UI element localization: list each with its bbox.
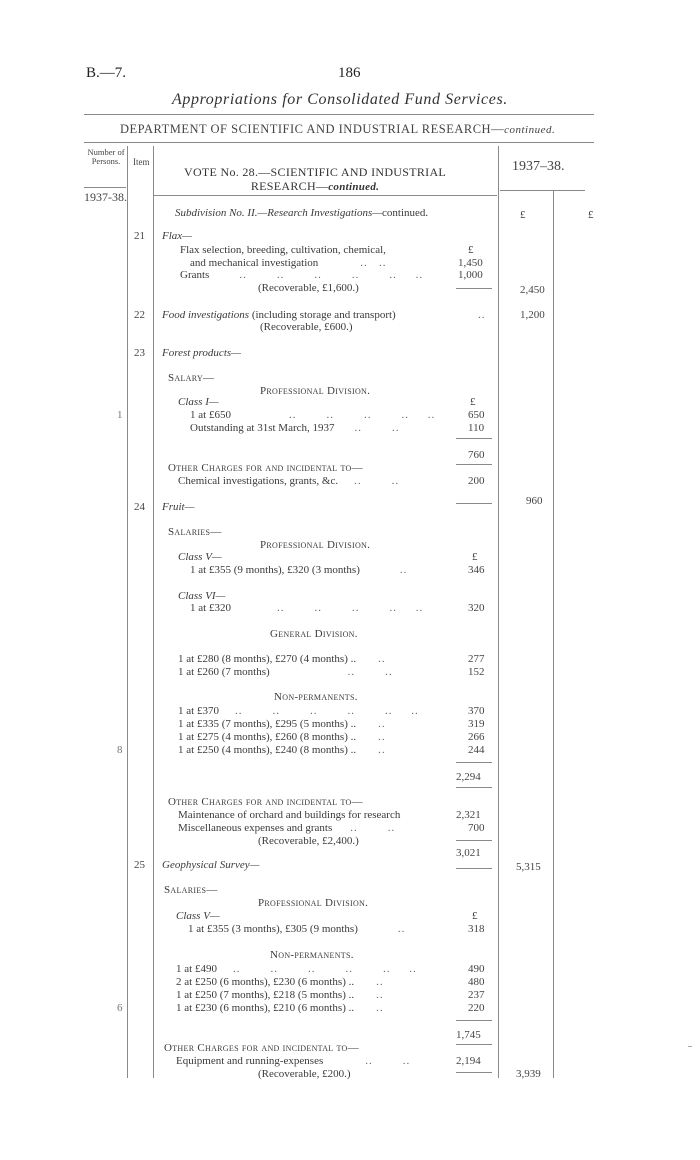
fruit-other-text2: Miscellaneous expenses and grants: [178, 822, 333, 834]
leader-dots: .. .. .. .. .. ..: [239, 269, 424, 281]
leader-dots: .. .. .. .. .. ..: [232, 963, 417, 975]
vote-title-continued: continued.: [328, 180, 380, 193]
fruit-np-value2: 319: [468, 718, 485, 730]
fruit-np-text1: 1 at £370: [178, 705, 219, 717]
rule-top: [84, 114, 594, 115]
document-reference: B.—7.: [86, 65, 127, 81]
rule-table-head: [500, 190, 585, 191]
forest-line2-text: Outstanding at 31st March, 1937: [190, 422, 335, 434]
forest-value-2: 110: [468, 422, 485, 434]
leader-dots: .. ..: [354, 422, 400, 434]
geophysical-class5: Class V—: [176, 910, 220, 922]
forest-total-rule: [456, 503, 492, 504]
geophysical-persons: 6: [117, 1002, 123, 1014]
fruit-class6: Class VI—: [178, 590, 226, 602]
subdivision-continued: continued.: [382, 207, 429, 219]
fruit-other-value1: 2,321: [456, 809, 481, 821]
geophysical-subtotal: 1,745: [456, 1029, 481, 1041]
fruit-class6-text: 1 at £320: [190, 602, 231, 614]
column-divider-totals: [553, 190, 554, 1078]
column-divider-item: [153, 146, 154, 1078]
geophysical-subtotal-rule-bottom: [456, 1044, 492, 1045]
geophysical-total-rule: [456, 1072, 492, 1073]
fruit-total-rule: [456, 868, 492, 869]
forest-other-line: [178, 476, 399, 487]
fruit-general-division: General Division.: [270, 628, 358, 640]
geophysical-np-text2: 2 at £250 (6 months), £230 (6 months) ..: [176, 976, 355, 988]
flax-line2-text: and mechanical investigation: [190, 257, 319, 269]
item-number-22: 22: [134, 309, 145, 321]
fruit-general-line1: [178, 654, 386, 665]
fruit-heading: Fruit—: [162, 501, 195, 513]
page-title: Appropriations for Consolidated Fund Services.: [172, 91, 508, 108]
fruit-class6-line: [190, 603, 423, 614]
fruit-subtotal-rule-bottom: [456, 787, 492, 788]
margin-mark: [688, 1046, 692, 1047]
geophysical-np-line3: [176, 990, 384, 1001]
leader-dots: ..: [376, 976, 384, 988]
geophysical-other-value: 2,194: [456, 1055, 481, 1067]
fruit-other-line2: [178, 823, 395, 834]
leader-dots: ..: [478, 309, 486, 321]
leader-dots: ..: [378, 744, 386, 756]
leader-dots: .. ..: [360, 257, 387, 269]
leader-dots: ..: [378, 731, 386, 743]
fruit-class5: Class V—: [178, 551, 222, 563]
fruit-np-line4: [178, 745, 386, 756]
leader-dots: ..: [399, 564, 408, 576]
forest-other-text: Chemical investigations, grants, &c.: [178, 475, 339, 487]
item-header: Item: [133, 157, 150, 167]
flax-recoverable: (Recoverable, £1,600.): [258, 282, 359, 294]
fruit-subtotal2: 3,021: [456, 847, 481, 859]
estimate-year-header: 1937–38.: [512, 159, 565, 174]
flax-total: 2,450: [520, 284, 545, 296]
column-divider-subtotals: [498, 146, 499, 1078]
flax-pound: £: [468, 244, 474, 256]
geophysical-subtotal-rule-top: [456, 1020, 492, 1021]
geophysical-class5-line: [188, 924, 405, 935]
fruit-other-charges: Other Charges for and incidental to—: [168, 796, 363, 808]
continued-label: continued.: [504, 124, 556, 136]
geophysical-professional-division: Professional Division.: [258, 897, 369, 909]
geophysical-total: 3,939: [516, 1068, 541, 1080]
vote-title-line2: [184, 180, 446, 194]
fruit-persons: 8: [117, 744, 123, 756]
forest-value-1: 650: [468, 409, 485, 421]
fruit-professional-division: Professional Division.: [260, 539, 371, 551]
flax-value-1: 1,450: [458, 257, 483, 269]
fruit-np-line2: [178, 719, 386, 730]
vote-title: [184, 166, 446, 194]
forest-subtotal-rule-top: [456, 438, 492, 439]
leader-dots: .. ..: [350, 822, 396, 834]
forest-other-charges: Other Charges for and incidental to—: [168, 462, 363, 474]
department-name: DEPARTMENT OF SCIENTIFIC AND INDUSTRIAL RESEARCH—: [120, 122, 505, 136]
geophysical-np-text4: 1 at £230 (6 months), £210 (6 months) ..: [176, 1002, 355, 1014]
forest-persons: 1: [117, 409, 123, 421]
leader-dots: ..: [378, 718, 386, 730]
forest-division: Professional Division.: [260, 385, 371, 397]
leader-dots: ..: [376, 1002, 384, 1014]
forest-pound: £: [470, 396, 476, 408]
flax-line1: Flax selection, breeding, cultivation, chemical,: [180, 244, 386, 256]
persons-year-header: 1937-38.: [84, 190, 127, 204]
geophysical-pound: £: [472, 910, 478, 922]
geophysical-recoverable: (Recoverable, £200.): [258, 1068, 351, 1080]
item-number-21: 21: [134, 230, 145, 242]
geophysical-np-text1: 1 at £490: [176, 963, 217, 975]
pound-sign-grand: £: [588, 209, 594, 221]
leader-dots: .. ..: [354, 475, 400, 487]
flax-line3-text: Grants: [180, 269, 210, 281]
number-of-persons-header: Number of Persons.: [87, 147, 125, 166]
flax-line2: [190, 258, 387, 269]
forest-salary: Salary—: [168, 372, 215, 384]
column-divider-persons: [127, 146, 128, 1078]
leader-dots: ..: [378, 653, 386, 665]
fruit-other-line1: Maintenance of orchard and buildings for research: [178, 809, 401, 821]
geophysical-class5-text: 1 at £355 (3 months), £305 (9 months): [188, 923, 358, 935]
food-rest: (including storage and transport): [251, 309, 396, 321]
forest-other-value: 200: [468, 475, 485, 487]
fruit-np-value4: 244: [468, 744, 485, 756]
fruit-np-text3: 1 at £275 (4 months), £260 (8 months) ..: [178, 731, 357, 743]
vote-title-research: RESEARCH—: [250, 178, 329, 193]
forest-line1-text: 1 at £650: [190, 409, 231, 421]
forest-heading: Forest products—: [162, 347, 241, 359]
flax-heading: Flax—: [162, 230, 192, 242]
rule-vote-title: [154, 195, 497, 196]
leader-dots: .. ..: [347, 666, 393, 678]
geophysical-class5-value: 318: [468, 923, 485, 935]
forest-subtotal-rule-bottom: [456, 464, 492, 465]
fruit-other-rule: [456, 840, 492, 841]
fruit-class5-value: 346: [468, 564, 485, 576]
forest-total: 960: [526, 495, 543, 507]
forest-line1: [190, 410, 435, 421]
fruit-recoverable: (Recoverable, £2,400.): [258, 835, 359, 847]
fruit-class5-line: [190, 565, 407, 576]
fruit-np-line1: [178, 706, 419, 717]
fruit-subtotal-rule-top: [456, 762, 492, 763]
fruit-general-text1: 1 at £280 (8 months), £270 (4 months) ..: [178, 653, 357, 665]
fruit-salaries: Salaries—: [168, 526, 222, 538]
fruit-non-permanents: Non-permanents.: [274, 691, 358, 703]
forest-line2: [190, 423, 400, 434]
fruit-np-value3: 266: [468, 731, 485, 743]
fruit-general-line2: [178, 667, 393, 678]
fruit-general-value2: 152: [468, 666, 485, 678]
food-heading: Food investigations: [162, 309, 250, 321]
leader-dots: ..: [397, 923, 406, 935]
item-number-25: 25: [134, 859, 145, 871]
fruit-class5-text: 1 at £355 (9 months), £320 (3 months): [190, 564, 360, 576]
flax-line3: [180, 270, 423, 281]
food-recoverable: (Recoverable, £600.): [260, 321, 353, 333]
leader-dots: .. .. .. .. ..: [276, 602, 424, 614]
page-number: 186: [338, 65, 361, 81]
subdivision-heading: [175, 208, 428, 219]
geophysical-np-value2: 480: [468, 976, 485, 988]
food-total: 1,200: [520, 309, 545, 321]
geophysical-other-charges: Other Charges for and incidental to—: [164, 1042, 359, 1054]
fruit-total: 5,315: [516, 861, 541, 873]
geophysical-other-text: Equipment and running-expenses: [176, 1055, 324, 1067]
leader-dots: ..: [376, 989, 384, 1001]
pound-sign-totals: £: [520, 209, 526, 221]
fruit-general-text2: 1 at £260 (7 months): [178, 666, 270, 678]
item-number-24: 24: [134, 501, 145, 513]
rule-persons-head: [84, 187, 126, 188]
leader-dots: .. ..: [365, 1055, 411, 1067]
geophysical-np-line1: [176, 964, 417, 975]
flax-subtotal-rule: [456, 288, 492, 289]
fruit-np-line3: [178, 732, 386, 743]
fruit-np-text4: 1 at £250 (4 months), £240 (8 months) ..: [178, 744, 357, 756]
rule-dept: [84, 142, 594, 143]
fruit-np-value1: 370: [468, 705, 485, 717]
fruit-np-text2: 1 at £335 (7 months), £295 (5 months) ..: [178, 718, 357, 730]
flax-value-2: 1,000: [458, 269, 483, 281]
fruit-subtotal: 2,294: [456, 771, 481, 783]
subdivision-title: Subdivision No. II.—Research Investigations—: [175, 207, 383, 219]
vote-title-line1: VOTE No. 28.—SCIENTIFIC AND INDUSTRIAL: [184, 165, 447, 179]
geophysical-salaries: Salaries—: [164, 884, 218, 896]
geophysical-non-permanents: Non-permanents.: [270, 949, 354, 961]
geophysical-other-line: [176, 1056, 410, 1067]
fruit-pound: £: [472, 551, 478, 563]
fruit-general-value1: 277: [468, 653, 485, 665]
leader-dots: .. .. .. .. ..: [288, 409, 436, 421]
geophysical-np-text3: 1 at £250 (7 months), £218 (5 months) ..: [176, 989, 355, 1001]
geophysical-np-value4: 220: [468, 1002, 485, 1014]
geophysical-np-value3: 237: [468, 989, 485, 1001]
food-line: [162, 310, 396, 321]
forest-class: Class I—: [178, 396, 219, 408]
fruit-class6-value: 320: [468, 602, 485, 614]
geophysical-np-line2: [176, 977, 384, 988]
leader-dots: .. .. .. .. .. ..: [234, 705, 419, 717]
item-number-23: 23: [134, 347, 145, 359]
fruit-other-value2: 700: [468, 822, 485, 834]
geophysical-heading: Geophysical Survey—: [162, 859, 260, 871]
forest-subtotal: 760: [468, 449, 485, 461]
geophysical-np-line4: [176, 1003, 384, 1014]
department-heading: [120, 123, 555, 136]
geophysical-np-value1: 490: [468, 963, 485, 975]
